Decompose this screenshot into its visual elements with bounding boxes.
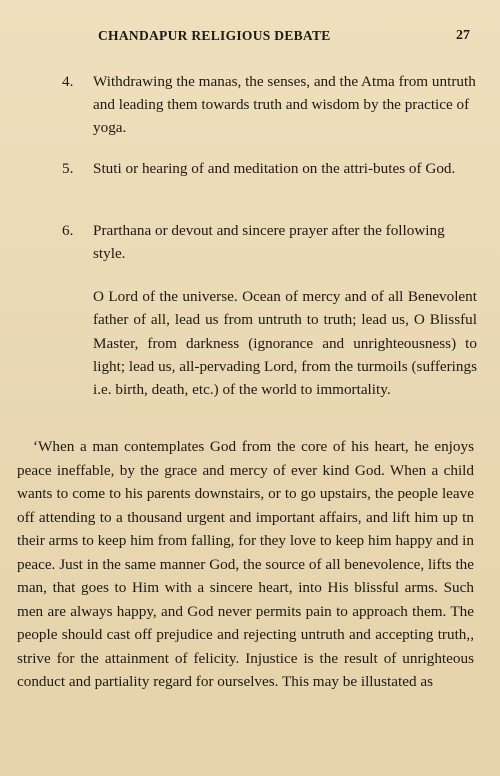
page-number: 27 <box>456 28 470 43</box>
list-item-text: Stuti or hearing of and meditation on the attri-butes of God. <box>93 160 456 177</box>
list-item <box>62 70 477 139</box>
list-item <box>62 219 477 265</box>
page-header <box>98 28 470 50</box>
list-item-number: 5. <box>62 160 74 177</box>
prayer-quote: O Lord of the universe. Ocean of mercy and of all Benevolent father of all, lead us from untruth to truth; lead us, O Blissful Master, from darkness (ignorance and unrighteousness) to light; lead us, all-pervading Lord, from the turmoils (sufferings i.e. birth, death, etc.) of the world to immortality. <box>93 288 477 399</box>
running-title: CHANDAPUR RELIGIOUS DEBATE <box>98 28 331 43</box>
list-item <box>62 157 477 180</box>
list-item-number: 6. <box>62 222 74 239</box>
list-item-text: Withdrawing the manas, the senses, and the Atma from untruth and leading them towards truth and wisdom by the practice of yoga. <box>93 73 476 136</box>
body-paragraph: ‘When a man contemplates God from the core of his heart, he enjoys peace ineffable, by the grace and mercy of ever kind God. When a child wants to come to his parents downstairs, or to go upstairs, the people leave off attending to a thousand urgent and important affairs, and lift him up tn their arms to keep him from falling, for they love to keep him happy and in peace. Just in the same manner God, the source of all benevolence, lifts the man, that goes to Him with a sincere heart, into His blissful arms. Such men are always happy, and God never permits pain to approach them. The people should cast off prejudice and rejecting untruth and accepting truth,, strive for the attainment of felicity. Injustice is the result of unrighteous conduct and partiality regard for ourselves. This may be illustated as <box>17 438 474 690</box>
list-item-number: 4. <box>62 73 74 90</box>
list-item-text: Prarthana or devout and sincere prayer after the following style. <box>93 222 445 262</box>
